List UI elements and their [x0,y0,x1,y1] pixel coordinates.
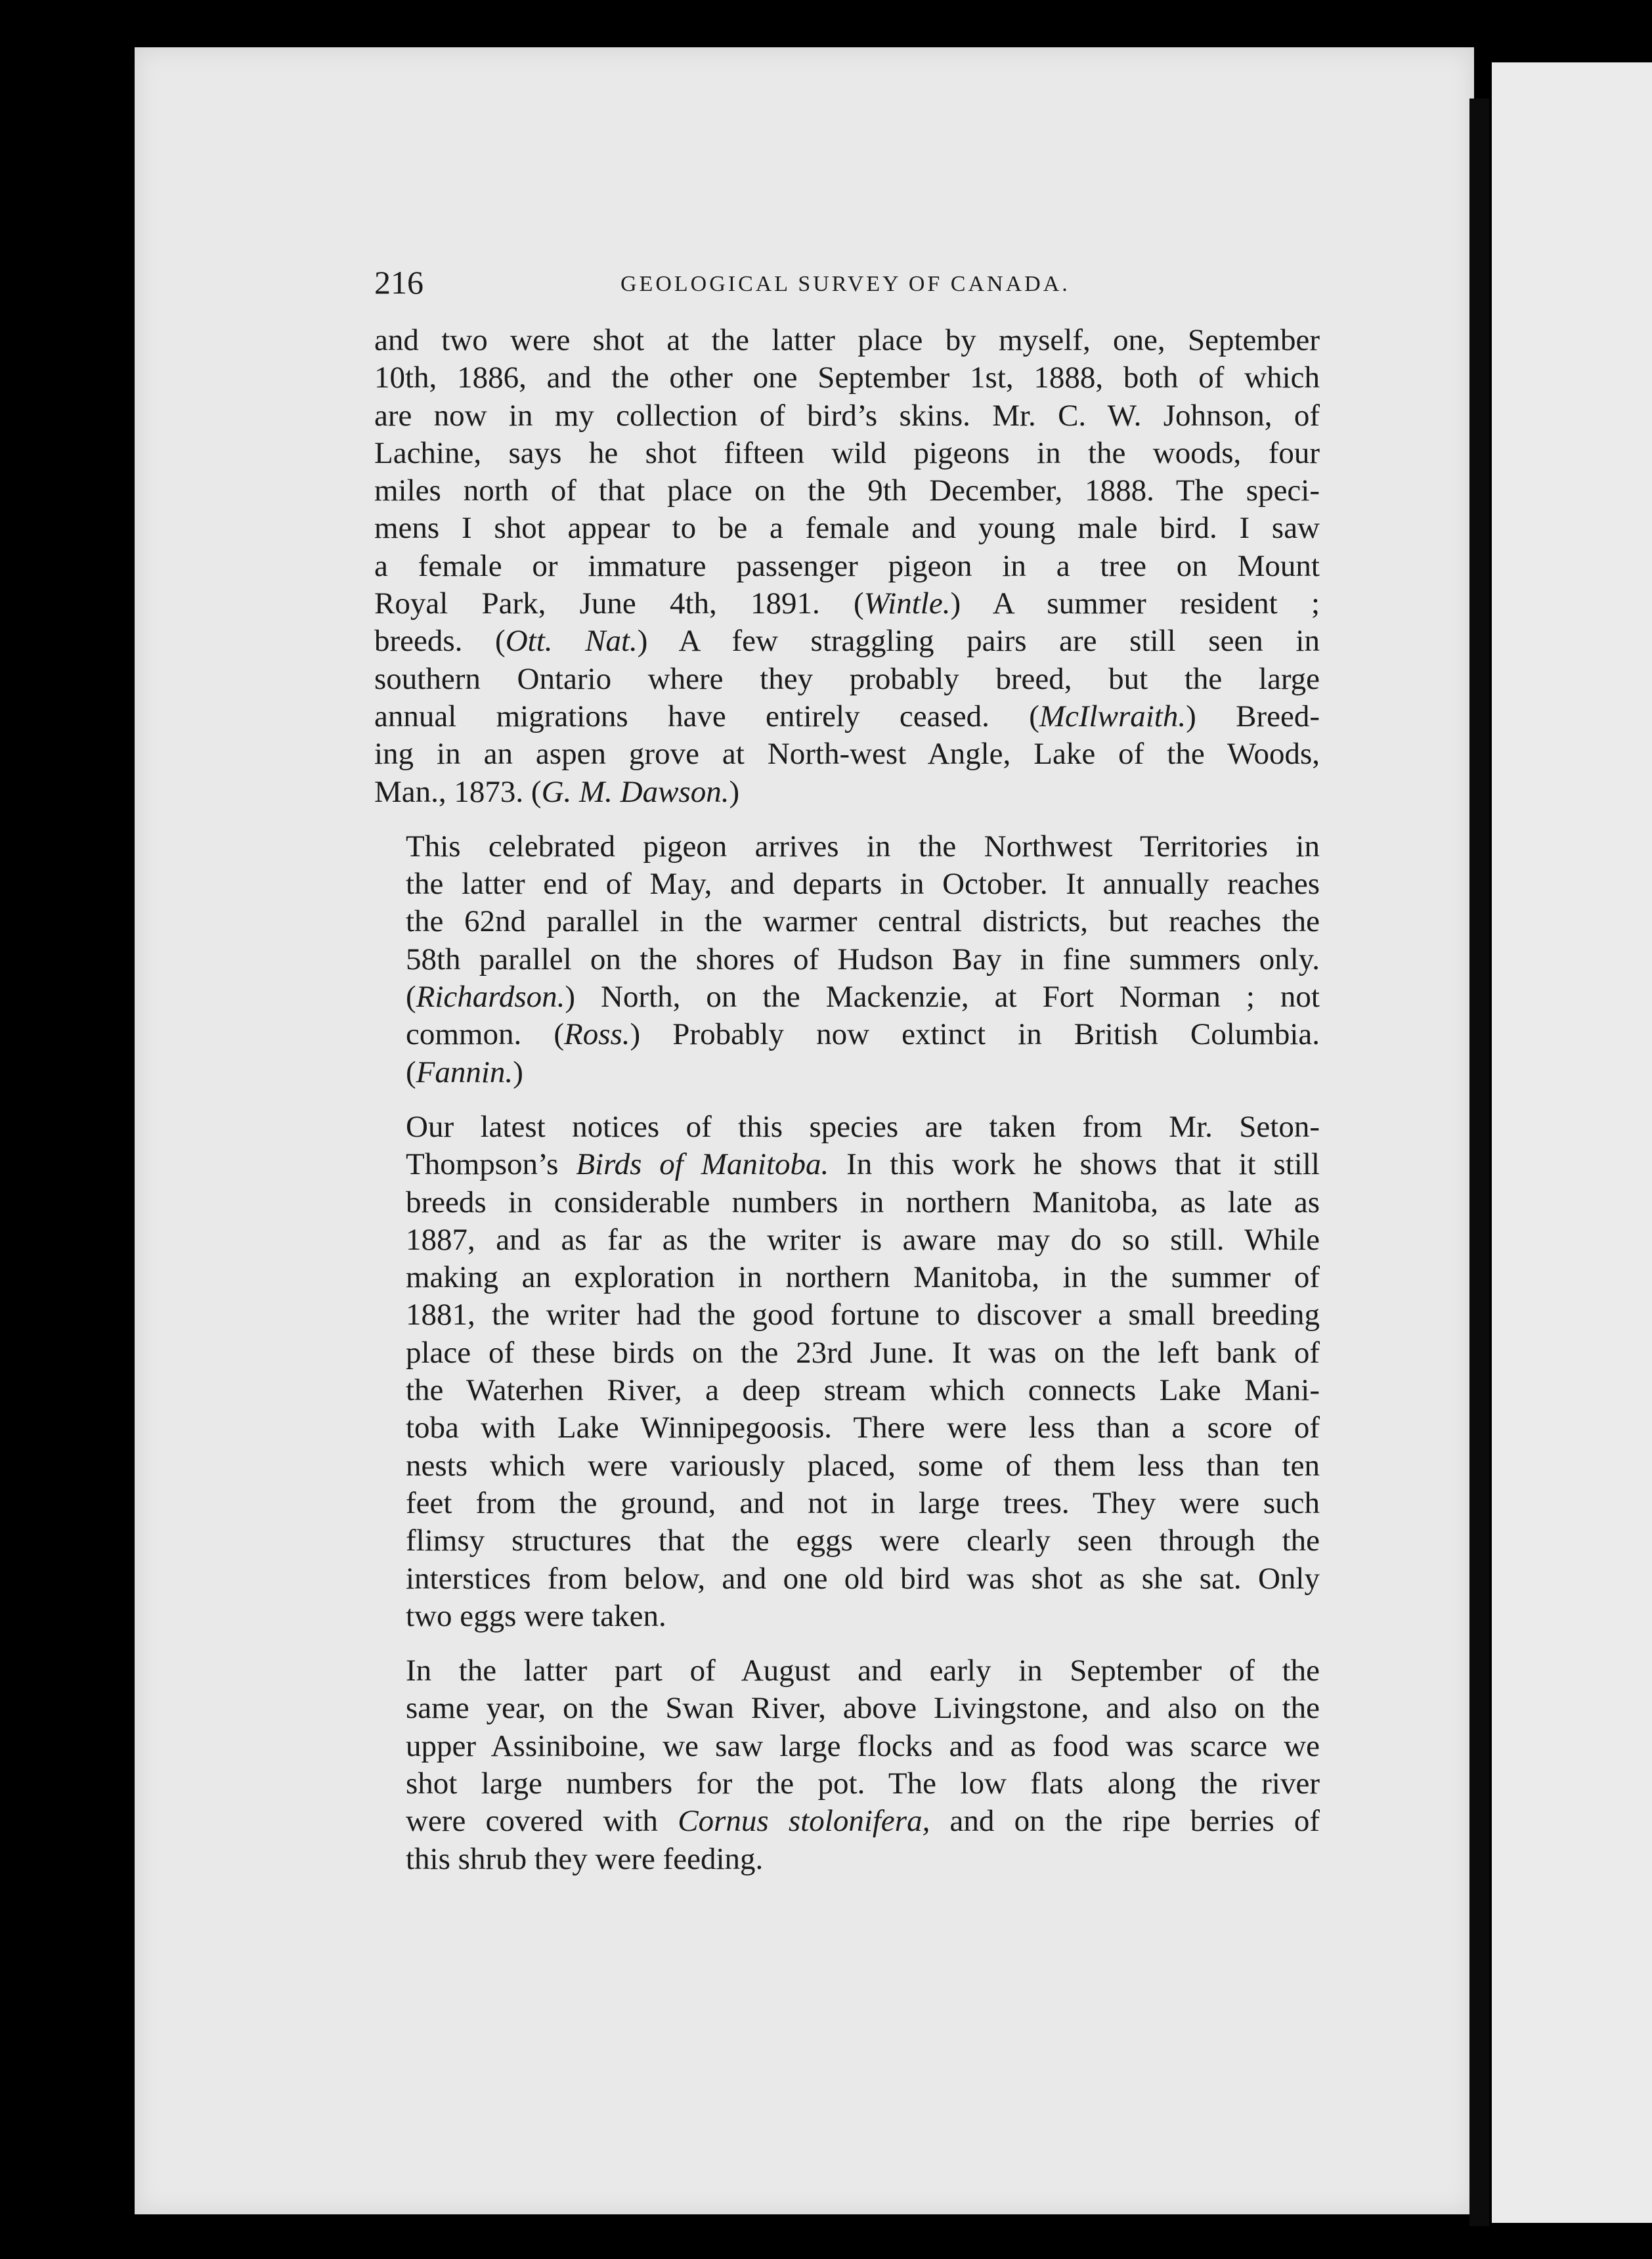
text-run: the latter end of May, and departs in October. It annually reaches [406,867,1320,902]
text-run: place of these birds on the 23rd June. It was on the left bank of [406,1335,1320,1370]
text-line [374,735,1320,773]
italic-text: Richardson. [416,980,565,1015]
page-header [374,263,1320,302]
text-run: ) Probably now extinct in British Columbia. [630,1017,1320,1052]
text-line [374,585,1320,623]
text-run: two eggs were taken. [406,1598,666,1633]
text-run: interstices from below, and one old bird was shot as she sat. Only [406,1561,1320,1596]
text-run: mens I shot appear to be a female and young male bird. I saw [374,511,1320,546]
text-run: Our latest notices of this species are taken from Mr. Seton- [406,1109,1320,1144]
italic-text: McIlwraith. [1039,699,1186,734]
italic-text: Birds of Manitoba. [576,1147,829,1182]
text-line [374,1690,1320,1727]
paragraph-4 [374,1652,1320,1878]
text-run: same year, on the Swan River, above Livingstone, and also on the [406,1691,1320,1726]
text-line [374,698,1320,735]
text-run: nests which were variously placed, some of them less than ten [406,1448,1320,1483]
text-run: a female or immature passenger pigeon in a tree on Mount [374,548,1320,583]
text-run: making an exploration in northern Manitoba, in the summer of [406,1260,1320,1295]
text-run: breeds in considerable numbers in northern Manitoba, as late as [406,1185,1320,1219]
page-number: 216 [374,264,424,301]
text-run: This celebrated pigeon arrives in the Northwest Territories in [406,829,1320,864]
body-text [374,322,1320,1895]
text-run: annual migrations have entirely ceased. ( [374,699,1039,734]
text-line [374,1372,1320,1409]
text-line [374,623,1320,660]
text-line [374,903,1320,940]
text-line [374,1841,1320,1878]
text-run: ) [513,1055,523,1089]
text-run: Royal Park, June 4th, 1891. ( [374,586,864,621]
italic-text: Wintle. [863,586,951,621]
italic-text: Ott. Nat. [505,624,638,659]
text-run: ) North, on the Mackenzie, at Fort Norman ; not [565,980,1320,1015]
text-run: 1887, and as far as the writer is aware may do so still. While [406,1222,1320,1257]
text-run: ) A summer resident ; [950,586,1320,621]
text-run: feet from the ground, and not in large trees. They were such [406,1485,1320,1520]
text-run: breeds. ( [374,624,506,659]
text-run: this shrub they were feeding. [406,1841,764,1876]
text-line [374,1598,1320,1635]
text-run: 10th, 1886, and the other one September 1st, 1888, both of which [374,361,1320,395]
facing-page-edge [1492,62,1652,2223]
text-run: are now in my collection of bird’s skins. Mr. C. W. Johnson, of [374,398,1320,433]
text-run: In the latter part of August and early in September of the [406,1654,1320,1688]
italic-text: Cornus stolonifera, [678,1804,930,1839]
text-run: In this work he shows that it still [829,1147,1320,1182]
text-line [374,548,1320,585]
text-run: common. ( [406,1017,564,1052]
paragraph-1 [374,322,1320,811]
running-head: GEOLOGICAL SURVEY OF CANADA. [620,272,1070,296]
text-line [374,510,1320,547]
text-line [374,978,1320,1016]
text-line [374,1334,1320,1372]
text-run: the Waterhen River, a deep stream which connects Lake Mani- [406,1373,1320,1408]
text-line [374,1485,1320,1522]
text-run: ing in an aspen grove at North-west Angle, Lake of the Woods, [374,737,1320,772]
text-line [374,435,1320,472]
text-run: Thompson’s [406,1147,576,1182]
text-line [374,322,1320,359]
text-run: Lachine, says he shot fifteen wild pigeons in the woods, four [374,435,1320,470]
text-line [374,828,1320,866]
italic-text: G. M. Dawson. [541,774,729,809]
text-run: ( [406,1055,416,1089]
text-line [374,1652,1320,1690]
text-run: toba with Lake Winnipegoosis. There were less than a score of [406,1411,1320,1445]
text-run: flimsy structures that the eggs were clearly seen through the [406,1524,1320,1558]
text-line [374,1296,1320,1334]
text-line [374,1447,1320,1485]
text-run: ) A few straggling pairs are still seen in [637,624,1320,659]
text-line [374,472,1320,510]
text-run: 58th parallel on the shores of Hudson Bay in fine summers only. [406,942,1320,976]
paragraph-3 [374,1108,1320,1635]
text-line [374,1016,1320,1053]
text-run: and two were shot at the latter place by myself, one, September [374,323,1320,357]
text-run: miles north of that place on the 9th December, 1888. The speci- [374,473,1320,508]
text-line [374,1146,1320,1183]
text-line [374,866,1320,903]
text-run: ( [406,980,416,1015]
text-line [374,1765,1320,1803]
text-line [374,1560,1320,1598]
paragraph-2 [374,828,1320,1091]
text-line [374,1184,1320,1221]
text-run: the 62nd parallel in the warmer central districts, but reaches the [406,904,1320,939]
text-line [374,397,1320,435]
text-line [374,1728,1320,1765]
text-line [374,774,1320,811]
text-line [374,1054,1320,1091]
text-line [374,1409,1320,1447]
text-line [374,1522,1320,1560]
text-run: Man., 1873. ( [374,774,542,809]
text-line [374,1108,1320,1146]
text-run: ) Breed- [1186,699,1320,734]
text-run: shot large numbers for the pot. The low flats along the river [406,1766,1320,1801]
text-line [374,941,1320,978]
text-line [374,661,1320,698]
text-line [374,1221,1320,1259]
text-line [374,359,1320,397]
text-run: were covered with [406,1804,678,1839]
text-run: and on the ripe berries of [930,1804,1320,1839]
italic-text: Fannin. [416,1055,513,1089]
text-run: ) [729,774,740,809]
text-run: 1881, the writer had the good fortune to discover a small breeding [406,1298,1320,1332]
book-spine [1469,99,1489,2226]
text-run: southern Ontario where they probably breed, but the large [374,661,1320,696]
text-run: upper Assiniboine, we saw large flocks and as food was scarce we [406,1728,1320,1763]
italic-text: Ross. [563,1017,630,1052]
text-line [374,1259,1320,1296]
text-line [374,1803,1320,1840]
